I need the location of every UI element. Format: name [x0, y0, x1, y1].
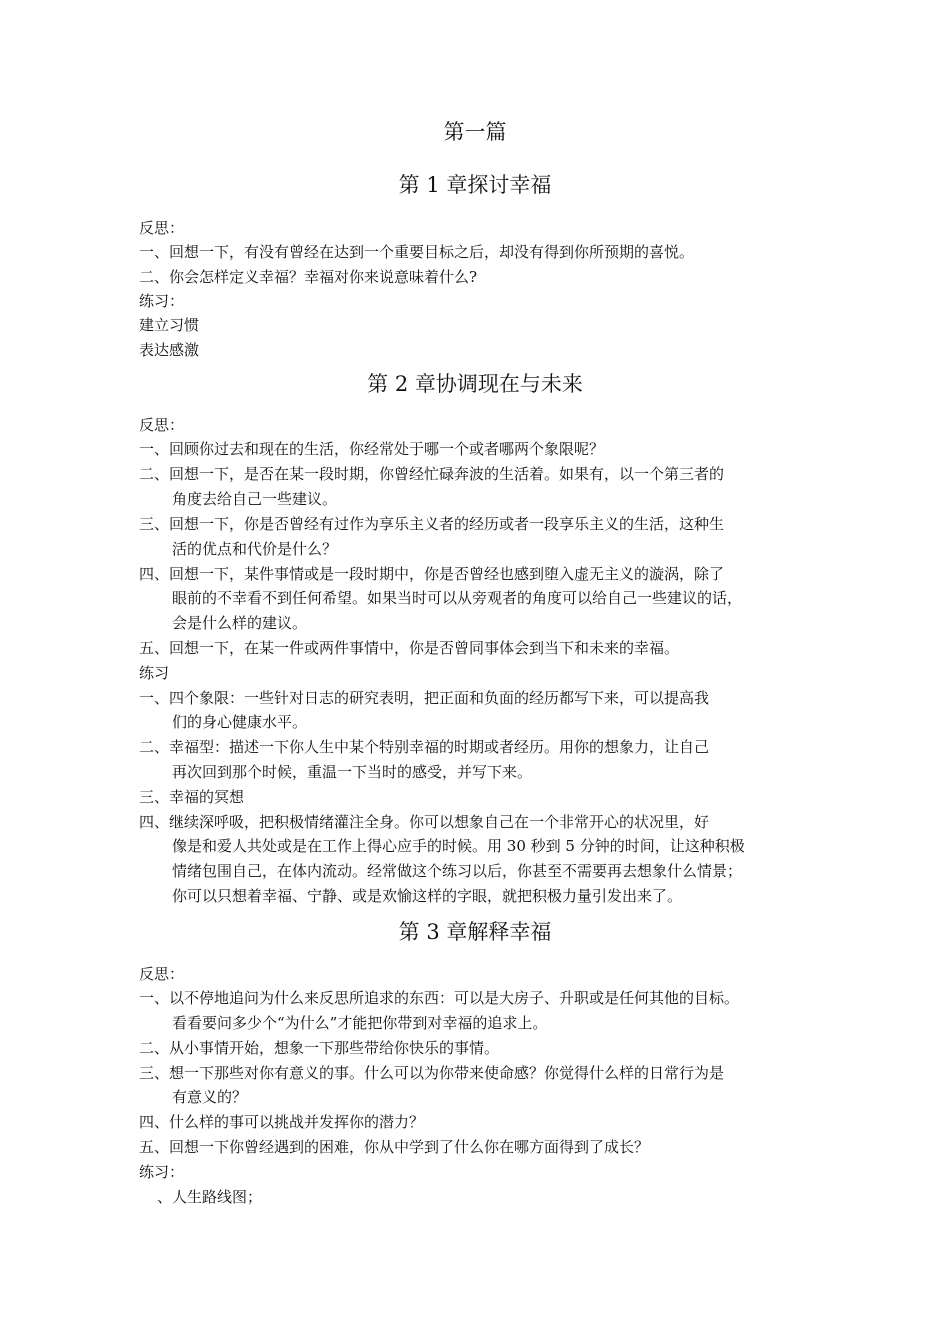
reflection-item: 三、回想一下，你是否曾经有过作为享乐主义者的经历或者一段享乐主义的生活，这种生 [139, 515, 725, 533]
exercise-item: 二、幸福型：描述一下你人生中某个特别幸福的时期或者经历。用你的想象力，让自己 [139, 738, 710, 756]
reflection-item: 二、你会怎样定义幸福？幸福对你来说意味着什么? [139, 268, 478, 286]
exercise-item: 表达感激 [139, 341, 200, 359]
exercise-item: 、人生路线图； [157, 1188, 263, 1206]
reflection-item: 一、以不停地追问为什么来反思所追求的东西：可以是大房子、升职或是任何其他的目标。 [139, 989, 740, 1007]
reflection-label: 反思： [139, 965, 185, 983]
reflection-item: 三、想一下那些对你有意义的事。什么可以为你带来使命感？你觉得什么样的日常行为是 [139, 1064, 725, 1082]
reflection-item: 四、回想一下，某件事情或是一段时期中，你是否曾经也感到堕入虚无主义的漩涡，除了 [139, 565, 725, 583]
exercise-item: 三、幸福的冥想 [139, 788, 245, 806]
exercise-item-continuation: 你可以只想着幸福、宁静、或是欢愉这样的字眼，就把积极力量引发出来了。 [172, 887, 683, 905]
reflection-item-continuation: 眼前的不幸看不到任何希望。如果当时可以从旁观者的角度可以给自己一些建议的话， [172, 589, 743, 607]
reflection-item-continuation: 角度去给自己一些建议。 [172, 490, 338, 508]
exercise-item-continuation: 情绪包围自己，在体内流动。经常做这个练习以后，你甚至不需要再去想象什么情景； [172, 862, 743, 880]
reflection-item-continuation: 会是什么样的建议。 [172, 614, 308, 632]
reflection-item: 一、回想一下，有没有曾经在达到一个重要目标之后，却没有得到你所预期的喜悦。 [139, 243, 695, 261]
exercise-item: 建立习惯 [139, 316, 200, 334]
reflection-item: 二、从小事情开始，想象一下那些带给你快乐的事情。 [139, 1039, 500, 1057]
part-title: 第一篇 [443, 120, 507, 144]
reflection-item: 五、回想一下，在某一件或两件事情中，你是否曾同事体会到当下和未来的幸福。 [139, 639, 680, 657]
exercise-label: 练习 [139, 664, 170, 682]
reflection-item: 五、回想一下你曾经遇到的困难，你从中学到了什么你在哪方面得到了成长？ [139, 1138, 650, 1156]
exercise-item: 四、继续深呼吸，把积极情绪灌注全身。你可以想象自己在一个非常开心的状况里，好 [139, 813, 710, 831]
exercise-item-continuation: 们的身心健康水平。 [172, 713, 308, 731]
exercise-item: 一、四个象限：一些针对日志的研究表明，把正面和负面的经历都写下来，可以提高我 [139, 689, 710, 707]
reflection-item-continuation: 有意义的？ [172, 1088, 248, 1106]
exercise-label: 练习： [139, 292, 185, 310]
chapter-1-title: 第 1 章探讨幸福 [398, 173, 552, 197]
reflection-label: 反思： [139, 219, 185, 237]
exercise-item-continuation: 像是和爱人共处或是在工作上得心应手的时候。用 30 秒到 5 分钟的时间，让这种积极 [172, 837, 745, 855]
exercise-label: 练习： [139, 1163, 185, 1181]
reflection-item: 一、回顾你过去和现在的生活，你经常处于哪一个或者哪两个象限呢？ [139, 440, 605, 458]
reflection-item: 二、回想一下，是否在某一段时期，你曾经忙碌奔波的生活着。如果有，以一个第三者的 [139, 465, 725, 483]
reflection-item-continuation: 看看要问多少个“为什么”才能把你带到对幸福的追求上。 [172, 1014, 548, 1032]
reflection-item: 四、什么样的事可以挑战并发挥你的潜力？ [139, 1113, 425, 1131]
chapter-3-title: 第 3 章解释幸福 [398, 920, 552, 944]
reflection-label: 反思： [139, 416, 185, 434]
reflection-item-continuation: 活的优点和代价是什么？ [172, 540, 338, 558]
chapter-2-title: 第 2 章协调现在与未来 [367, 372, 583, 396]
exercise-item-continuation: 再次回到那个时候，重温一下当时的感受，并写下来。 [172, 763, 533, 781]
